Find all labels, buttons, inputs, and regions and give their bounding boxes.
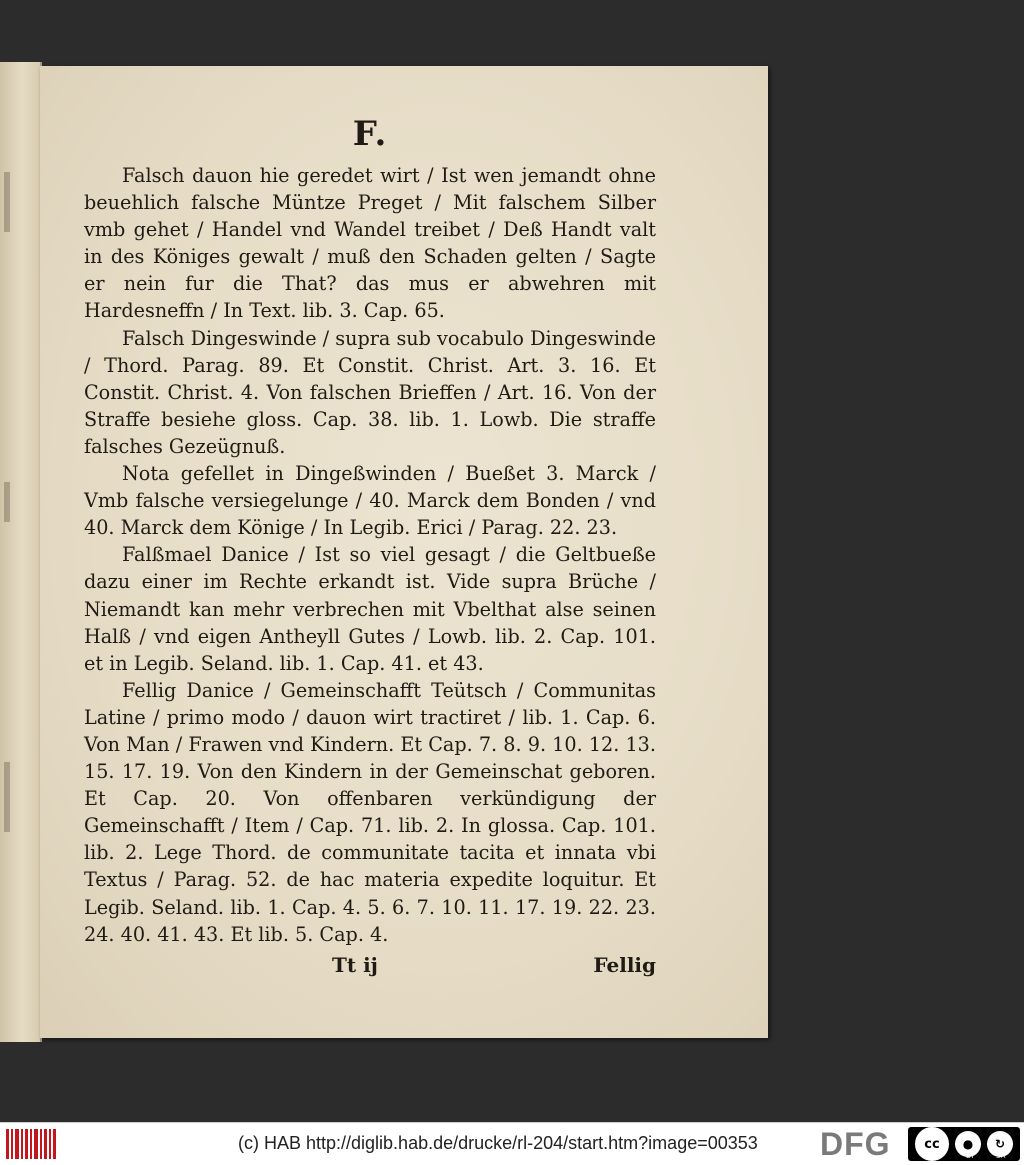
entry-text <box>84 162 656 948</box>
book-page <box>40 66 768 1038</box>
catchword: Fellig <box>593 952 656 977</box>
signature-line <box>84 950 656 980</box>
footer-bar <box>0 1122 1024 1165</box>
sa-icon: ↻ <box>987 1131 1013 1157</box>
paragraph: Nota gefellet in Dingeßwinden / Bueßet 3. Marck / Vmb falsche versiegelunge / 40. Marck dem Bonden / vnd 40. Marck dem Könige / In Legib. Erici / Parag. 22. 23. <box>84 462 656 540</box>
signature-mark: Tt ij <box>332 952 378 977</box>
page-text-block <box>84 106 656 980</box>
paragraph: Falsch Dingeswinde / supra sub vocabulo Dingeswinde / Thord. Parag. 89. Et Constit. Christ. Art. 3. 16. Et Constit. Christ. 4. Von falschen Brieffen / Art. 16. Von der Straffe besiehe gloss. Cap. 38. lib. 1. Lowb. Die straffe falsches Gezeügnuß. <box>84 326 656 458</box>
cc-license-badge[interactable] <box>908 1127 1020 1161</box>
dfg-logo: DFG <box>820 1126 891 1162</box>
paragraph: Falßmael Danice / Ist so viel gesagt / die Geltbueße dazu einer im Rechte erkandt ist. Vide supra Brüche / Niemandt kan mehr verbrechen mit Vbelthat alse seinen Halß / vnd eigen Antheyll Gutes / Lowb. lib. 2. Cap. 101. et in Legib. Seland. lib. 1. Cap. 41. et 43. <box>84 543 656 675</box>
paragraph: Falsch dauon hie geredet wirt / Ist wen jemandt ohne beuehlich falsche Müntze Preget / Mit falschem Silber vmb gehet / Handel vnd Wandel treibet / Deß Handt valt in des Königes gewalt / muß den Schaden gelten / Sagte er nein fur die That? das mus er abwehren mit Hardesneffn / In Text. lib. 3. Cap. 65. <box>84 164 656 323</box>
sa-label: SA <box>996 1152 1006 1160</box>
citation-link[interactable]: (c) HAB http://diglib.hab.de/drucke/rl-204/start.htm?image=00353 <box>238 1133 758 1153</box>
edge-mark <box>4 762 10 832</box>
page-header-letter: F. <box>352 114 388 154</box>
left-page-edge <box>0 62 42 1042</box>
edge-mark <box>4 172 10 232</box>
barcode-icon <box>6 1129 56 1159</box>
by-icon: ● <box>955 1131 981 1157</box>
paragraph: Fellig Danice / Gemeinschafft Teütsch / Communitas Latine / primo modo / dauon wirt tractiret / lib. 1. Cap. 6. Von Man / Frawen vnd Kindern. Et Cap. 7. 8. 9. 10. 12. 13. 15. 17. 19. Von den Kindern in der Gemeinschat geboren. Et Cap. 20. Von offenbaren verkündigung der Gemeinschafft / Item / Cap. 71. lib. 2. In glossa. Cap. 101. lib. 2. Lege Thord. de communitate tacita et innata vbi Textus / Parag. 52. de hac materia expedite loquitur. Et Legib. Seland. lib. 1. Cap. 4. 5. 6. 7. 10. 11. 17. 19. 22. 23. 24. 40. 41. 43. Et lib. 5. Cap. 4. <box>84 678 656 946</box>
edge-mark <box>4 482 10 522</box>
by-label: BY <box>966 1152 975 1160</box>
cc-icon: cc <box>915 1127 949 1161</box>
